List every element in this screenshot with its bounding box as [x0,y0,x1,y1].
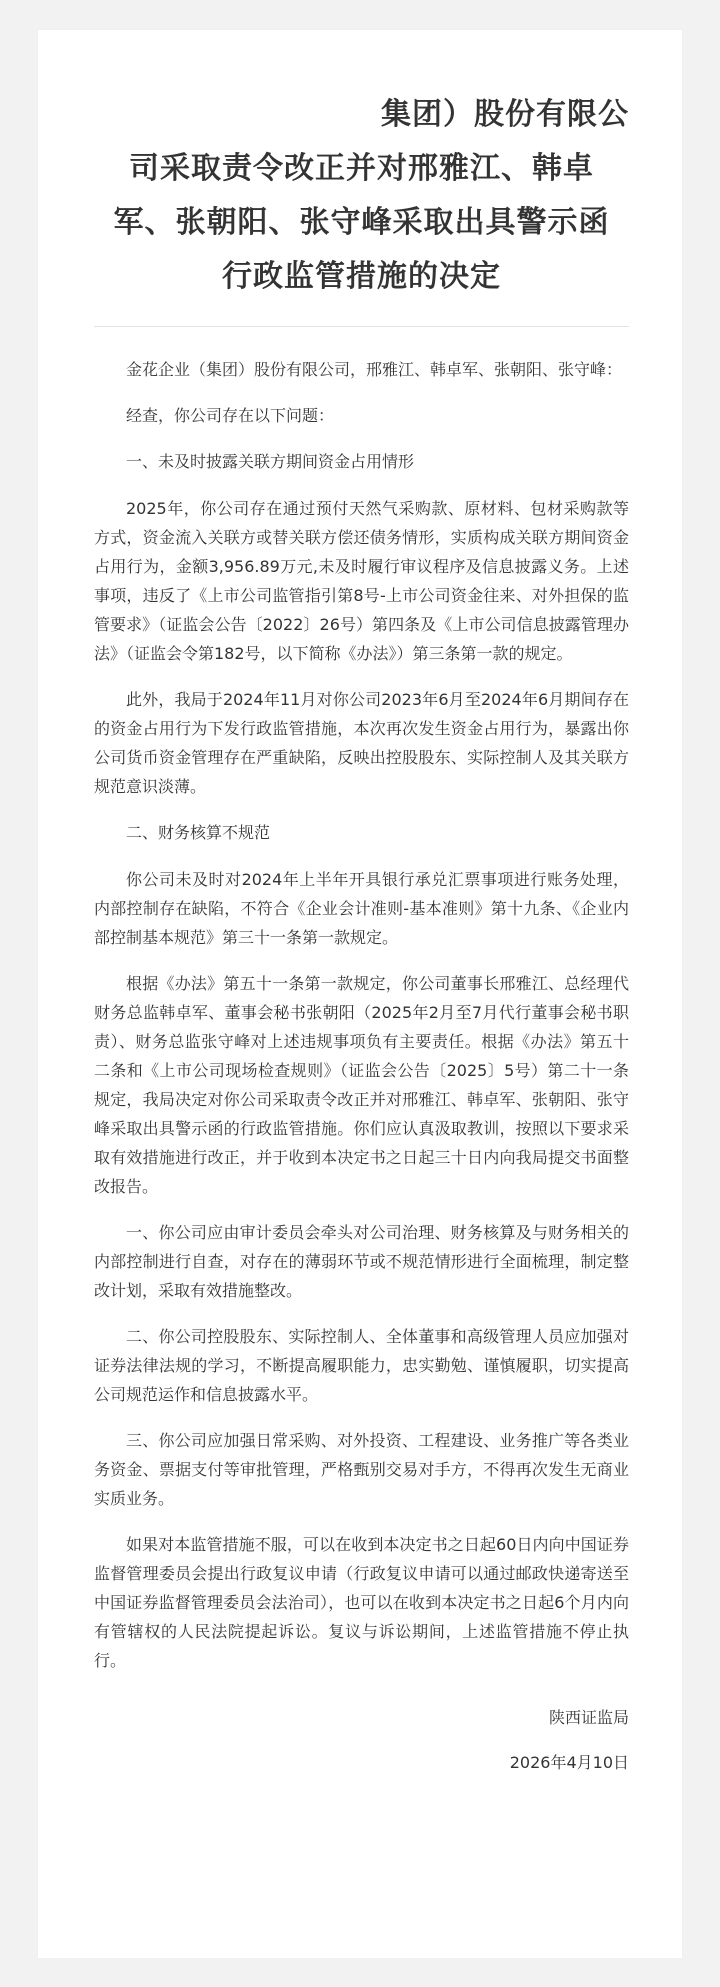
section-heading: 二、财务核算不规范 [126,823,271,842]
section-heading: 一、未及时披露关联方期间资金占用情形 [126,452,415,471]
title-line: 集团）股份有限公 [381,97,629,132]
addressee-paragraph: 金花企业（集团）股份有限公司，邢雅江、韩卓军、张朝阳、张守峰： [126,360,623,379]
requirement-paragraph: 三、你公司应加强日常采购、对外投资、工程建设、业务推广等各类业务资金、票据支付等审批管理，严格甄别交易对手方，不得再次发生无商业实质业务。 [94,1431,629,1508]
body-paragraph: 2025年，你公司存在通过预付天然气采购款、原材料、包材采购款等方式，资金流入关联方或替关联方偿还债务情形，实质构成关联方期间资金占用行为，金额3,956.89万元,未及时履行审议程序及信息披露义务。上述事项，违反了《上市公司监管指引第8号-上市公司资金往来、对外担保的监管要求》（证监会公告〔2022〕26号）第四条及《上市公司信息披露管理办法》（证监会令第182号，以下简称《办法》）第三条第一款的规定。 [94,499,629,663]
document-content [94,30,629,1777]
title-divider [94,326,629,327]
title-line: 行政监管措施的决定 [222,259,501,294]
title-line: 司采取责令改正并对邢雅江、韩卓 [129,151,594,186]
appeal-paragraph: 如果对本监管措施不服，可以在收到本决定书之日起60日内向中国证券监督管理委员会提出行政复议申请（行政复议申请可以通过邮政快递寄送至中国证券监督管理委员会法治司），也可以在收到本决定书之日起6个月内向有管辖权的人民法院提起诉讼。复议与诉讼期间，上述监管措施不停止执行。 [94,1535,629,1670]
body-paragraph: 你公司未及时对2024年上半年开具银行承兑汇票事项进行账务处理，内部控制存在缺陷，不符合《企业会计准则-基本准则》第十九条、《企业内部控制基本规范》第三十一条第一款规定。 [94,870,629,947]
intro-paragraph: 经查，你公司存在以下问题： [126,406,335,425]
issuer-signature: 陕西证监局 [548,1708,629,1727]
document-card [38,30,682,1958]
body-paragraph: 根据《办法》第五十一条第一款规定，你公司董事长邢雅江、总经理代财务总监韩卓军、董事会秘书张朝阳（2025年2月至7月代行董事会秘书职责）、财务总监张守峰对上述违规事项负有主要责任。根据《办法》第五十二条和《上市公司现场检查规则》（证监会公告〔2025〕5号）第二十一条规定，我局决定对你公司采取责令改正并对邢雅江、韩卓军、张朝阳、张守峰采取出具警示函的行政监管措施。你们应认真汲取教训，按照以下要求采取有效措施进行改正，并于收到本决定书之日起三十日内向我局提交书面整改报告。 [94,974,629,1196]
requirement-paragraph: 一、你公司应由审计委员会牵头对公司治理、财务核算及与财务相关的内部控制进行自查，对存在的薄弱环节或不规范情形进行全面梳理，制定整改计划，采取有效措施整改。 [94,1223,629,1300]
issue-date: 2026年4月10日 [509,1753,629,1772]
document-body [94,355,629,1777]
requirement-paragraph: 二、你公司控股股东、实际控制人、全体董事和高级管理人员应加强对证券法律法规的学习，不断提高履职能力，忠实勤勉、谨慎履职，切实提高公司规范运作和信息披露水平。 [94,1327,629,1404]
document-title [94,30,629,304]
body-paragraph: 此外，我局于2024年11月对你公司2023年6月至2024年6月期间存在的资金占用行为下发行政监管措施，本次再次发生资金占用行为，暴露出你公司货币资金管理存在严重缺陷，反映出控股股东、实际控制人及其关联方规范意识淡薄。 [94,690,629,796]
title-line: 军、张朝阳、张守峰采取出具警示函 [113,205,610,240]
